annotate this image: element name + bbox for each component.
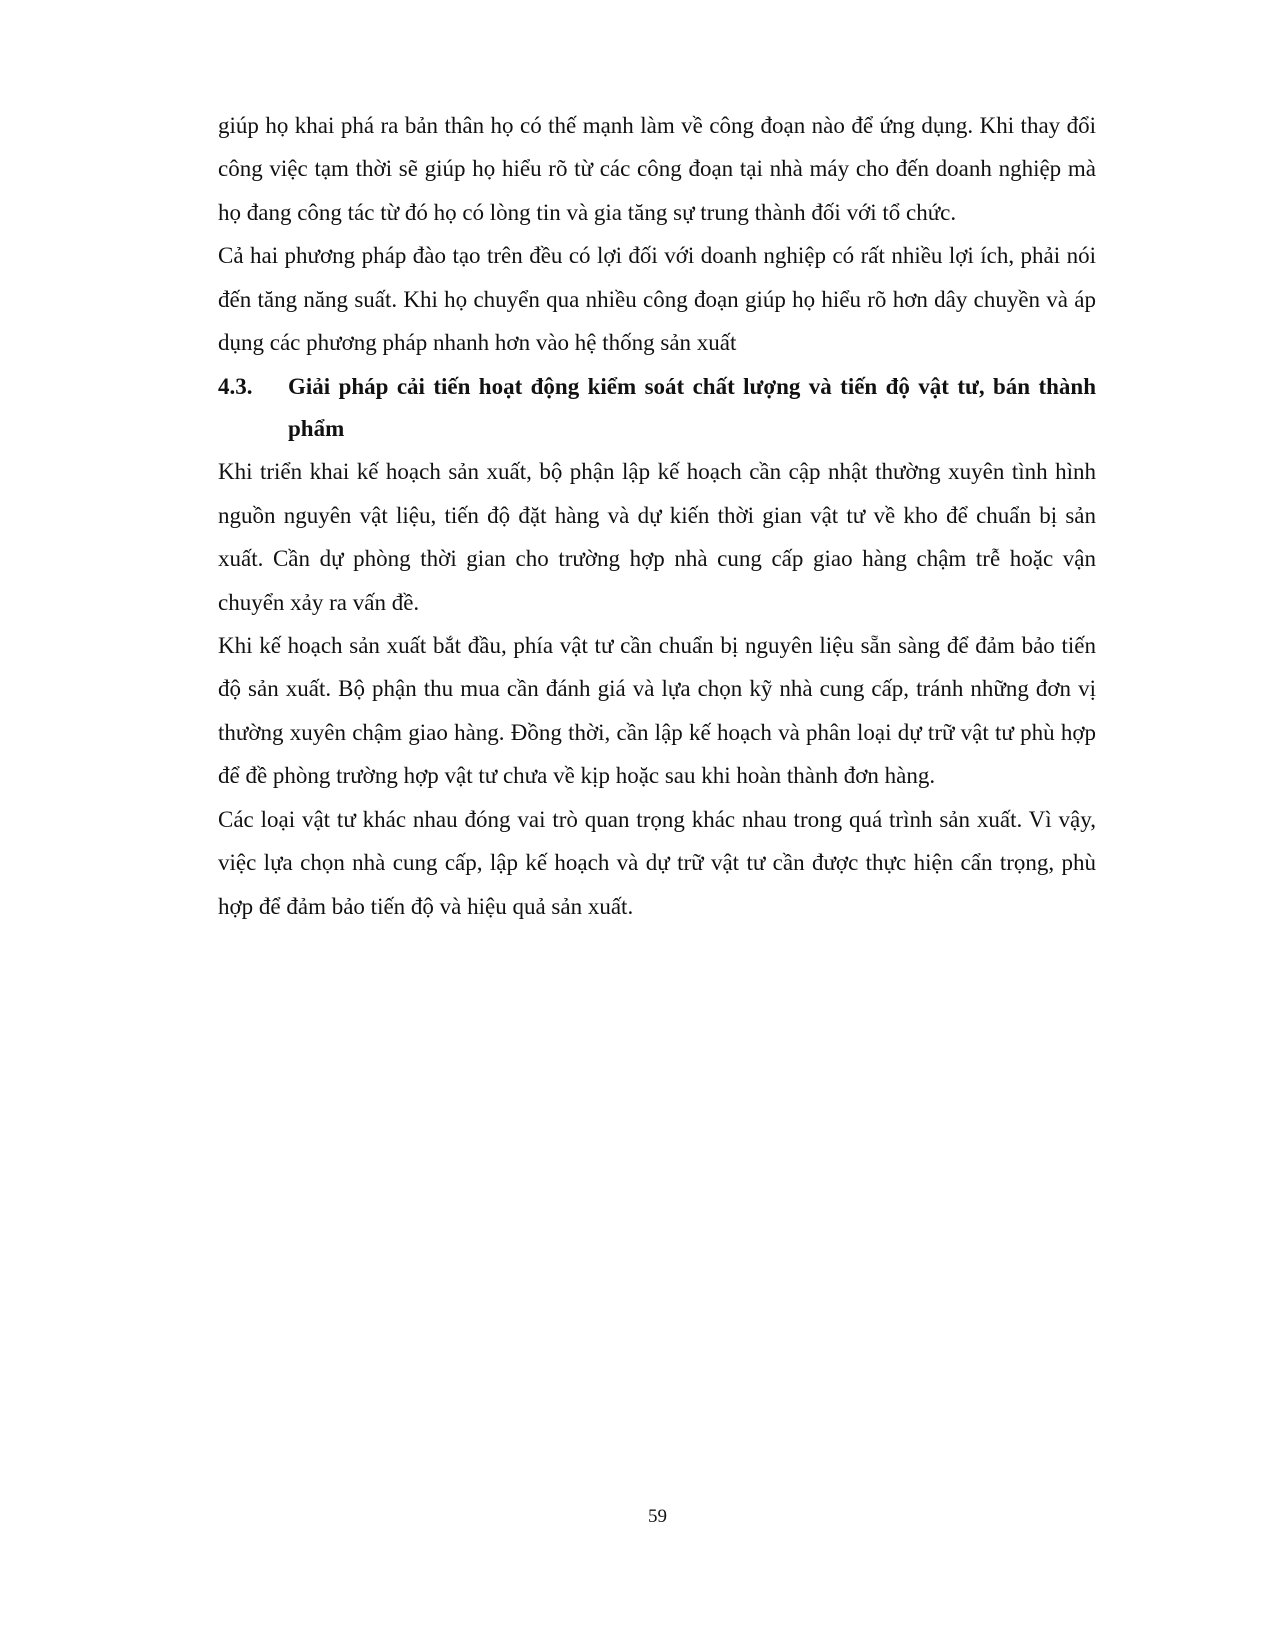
- body-paragraph-5: Các loại vật tư khác nhau đóng vai trò quan trọng khác nhau trong quá trình sản xuất. Vì vậy, việc lựa chọn nhà cung cấp, lập kế hoạch và dự trữ vật tư cần được thực hiện cẩn trọng, phù hợp để đảm bảo tiến độ và hiệu quả sản xuất.: [218, 806, 1096, 919]
- section-number: 4.3.: [218, 374, 253, 400]
- document-page: [218, 104, 1096, 928]
- page-number: 59: [648, 1506, 667, 1527]
- body-paragraph-2: Cả hai phương pháp đào tạo trên đều có lợi đối với doanh nghiệp có rất nhiều lợi ích, phải nói đến tăng năng suất. Khi họ chuyển qua nhiều công đoạn giúp họ hiểu rõ hơn dây chuyền và áp dụng các phương pháp nhanh hơn vào hệ thống sản xuất: [218, 243, 1096, 356]
- body-paragraph-1: giúp họ khai phá ra bản thân họ có thế mạnh làm về công đoạn nào để ứng dụng. Khi thay đổi công việc tạm thời sẽ giúp họ hiểu rõ từ các công đoạn tại nhà máy cho đến doanh nghiệp mà họ đang công tác từ đó họ có lòng tin và gia tăng sự trung thành đối với tổ chức.: [218, 113, 1096, 225]
- section-heading: [218, 366, 1096, 450]
- body-paragraph-3: Khi triển khai kế hoạch sản xuất, bộ phận lập kế hoạch cần cập nhật thường xuyên tình hình nguồn nguyên vật liệu, tiến độ đặt hàng và dự kiến thời gian vật tư về kho để chuẩn bị sản xuất. Cần dự phòng thời gian cho trường hợp nhà cung cấp giao hàng chậm trễ hoặc vận chuyển xảy ra vấn đề.: [218, 459, 1096, 615]
- section-title: Giải pháp cải tiến hoạt động kiểm soát chất lượng và tiến độ vật tư, bán thành phẩm: [288, 374, 1096, 442]
- body-paragraph-4: Khi kế hoạch sản xuất bắt đầu, phía vật tư cần chuẩn bị nguyên liệu sẵn sàng để đảm bảo tiến độ sản xuất. Bộ phận thu mua cần đánh giá và lựa chọn kỹ nhà cung cấp, tránh những đơn vị thường xuyên chậm giao hàng. Đồng thời, cần lập kế hoạch và phân loại dự trữ vật tư phù hợp để đề phòng trường hợp vật tư chưa về kịp hoặc sau khi hoàn thành đơn hàng.: [218, 633, 1096, 789]
